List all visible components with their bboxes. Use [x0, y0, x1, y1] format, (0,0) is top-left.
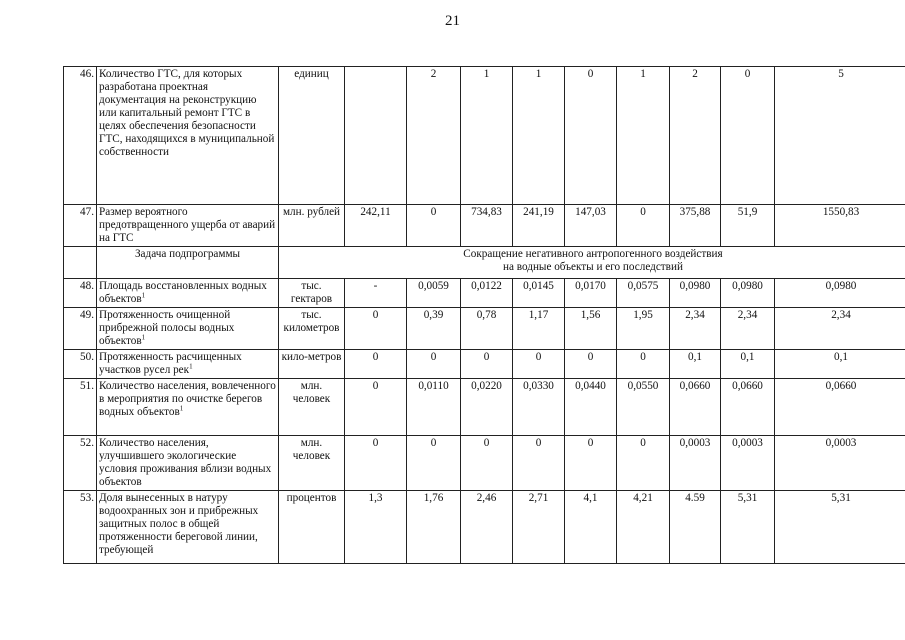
total-cell: 0,1: [775, 350, 905, 379]
value-cell: 2,34: [670, 308, 721, 350]
footnote-marker: 1: [141, 291, 146, 300]
value-cell: 0: [461, 350, 513, 379]
value-cell: 734,83: [461, 205, 513, 247]
value-cell: 4.59: [670, 491, 721, 564]
indicator-name-text: Протяженность расчищенных участков русел рек: [99, 351, 242, 376]
value-cell: 0: [345, 350, 407, 379]
value-cell: 0,39: [407, 308, 461, 350]
value-cell: 5,31: [721, 491, 775, 564]
indicator-name: [97, 436, 279, 491]
value-cell: 0,78: [461, 308, 513, 350]
value-cell: 0,0660: [670, 379, 721, 436]
value-cell: 0: [345, 436, 407, 491]
unit-cell: кило-метров: [279, 350, 345, 379]
table-row: [64, 491, 905, 564]
table-row: [64, 379, 905, 436]
value-cell: 0,0440: [565, 379, 617, 436]
value-cell: 0: [565, 350, 617, 379]
value-cell: 0,0003: [721, 436, 775, 491]
table-row: [64, 205, 905, 247]
value-cell: 1,95: [617, 308, 670, 350]
value-cell: 0: [407, 205, 461, 247]
footnote-marker: 1: [189, 362, 193, 371]
indicator-name-text: Количество ГТС, для которых разработана проектная документация на реконструкцию или капитальный ремонт ГТС в целях обеспечения безопасности ГТС, находящихся в муниципальной собственности: [99, 68, 275, 158]
value-cell: 0,0660: [721, 379, 775, 436]
row-number: 53.: [64, 491, 97, 564]
indicator-name-text: Протяженность очищенной прибрежной полосы водных объектов: [99, 309, 235, 347]
value-cell: 2: [670, 67, 721, 205]
indicator-name: [97, 491, 279, 564]
indicator-name-text: Площадь восстановленных водных объектов: [99, 280, 267, 305]
value-cell: 0,1: [670, 350, 721, 379]
total-cell: 2,34: [775, 308, 905, 350]
value-cell: 0,0003: [670, 436, 721, 491]
indicator-name-text: Количество населения, вовлеченного в мероприятия по очистке берегов водных объектов: [99, 380, 276, 418]
value-cell: 0: [345, 379, 407, 436]
unit-cell: тыс. километров: [279, 308, 345, 350]
unit-cell: млн. человек: [279, 379, 345, 436]
total-cell: 1550,83: [775, 205, 905, 247]
value-cell: 4,21: [617, 491, 670, 564]
row-number: 51.: [64, 379, 97, 436]
value-cell: 0: [565, 436, 617, 491]
indicator-name: [97, 379, 279, 436]
value-cell: 0,0110: [407, 379, 461, 436]
value-cell: 0,1: [721, 350, 775, 379]
value-cell: 0: [617, 350, 670, 379]
table-row: [64, 308, 905, 350]
value-cell: 1,17: [513, 308, 565, 350]
task-text-line: на водные объекты и его последствий: [503, 261, 683, 273]
value-cell: 0,0980: [670, 279, 721, 308]
value-cell: 1,3: [345, 491, 407, 564]
row-number: 48.: [64, 279, 97, 308]
value-cell: -: [345, 279, 407, 308]
table-row: [64, 436, 905, 491]
total-cell: 0,0660: [775, 379, 905, 436]
table-row: [64, 279, 905, 308]
value-cell: 0: [617, 436, 670, 491]
indicator-name: [97, 67, 279, 205]
value-cell: 2,71: [513, 491, 565, 564]
value-cell: 0: [461, 436, 513, 491]
row-number: 47.: [64, 205, 97, 247]
value-cell: 2,34: [721, 308, 775, 350]
value-cell: 0: [617, 205, 670, 247]
indicators-table: [63, 66, 905, 564]
value-cell: 242,11: [345, 205, 407, 247]
page-number: 21: [445, 13, 460, 29]
value-cell: 0,0220: [461, 379, 513, 436]
value-cell: 1,76: [407, 491, 461, 564]
row-number: 50.: [64, 350, 97, 379]
unit-cell: тыс. гектаров: [279, 279, 345, 308]
total-cell: 5,31: [775, 491, 905, 564]
indicator-name-text: Размер вероятного предотвращенного ущерба от аварий на ГТС: [99, 206, 276, 244]
value-cell: 0,0170: [565, 279, 617, 308]
value-cell: 0,0330: [513, 379, 565, 436]
value-cell: 0: [565, 67, 617, 205]
value-cell: 1,56: [565, 308, 617, 350]
row-number: 46.: [64, 67, 97, 205]
value-cell: 241,19: [513, 205, 565, 247]
value-cell: 375,88: [670, 205, 721, 247]
indicator-name: [97, 279, 279, 308]
indicator-name: [97, 350, 279, 379]
value-cell: 51,9: [721, 205, 775, 247]
value-cell: 0,0575: [617, 279, 670, 308]
value-cell: 1: [461, 67, 513, 205]
task-label-cell: Задача подпрограммы: [97, 247, 279, 279]
total-cell: 0,0003: [775, 436, 905, 491]
value-cell: 0: [513, 350, 565, 379]
table-row: [64, 350, 905, 379]
value-cell: 0: [721, 67, 775, 205]
total-cell: 5: [775, 67, 905, 205]
value-cell: 0: [407, 436, 461, 491]
task-text-line: Сокращение негативного антропогенного воздействия: [463, 248, 723, 260]
footnote-marker: 1: [179, 404, 184, 413]
table-body: [64, 67, 905, 564]
value-cell: 0: [513, 436, 565, 491]
row-number: 49.: [64, 308, 97, 350]
value-cell: [345, 67, 407, 205]
task-num-cell: [64, 247, 97, 279]
row-number: 52.: [64, 436, 97, 491]
value-cell: 0,0980: [721, 279, 775, 308]
value-cell: 1: [617, 67, 670, 205]
unit-cell: млн. человек: [279, 436, 345, 491]
table-row: [64, 247, 905, 279]
unit-cell: млн. рублей: [279, 205, 345, 247]
footnote-marker: 1: [141, 333, 146, 342]
table-row: [64, 67, 905, 205]
value-cell: 4,1: [565, 491, 617, 564]
total-cell: 0,0980: [775, 279, 905, 308]
indicator-name: [97, 205, 279, 247]
value-cell: 0: [407, 350, 461, 379]
value-cell: 147,03: [565, 205, 617, 247]
value-cell: 2,46: [461, 491, 513, 564]
unit-cell: процентов: [279, 491, 345, 564]
value-cell: 0,0059: [407, 279, 461, 308]
value-cell: 0,0122: [461, 279, 513, 308]
value-cell: 0: [345, 308, 407, 350]
indicator-name-text: Доля вынесенных в натуру водоохранных зон и прибрежных защитных полос в общей протяженности береговой линии, требующей: [99, 492, 259, 556]
value-cell: 2: [407, 67, 461, 205]
task-text-cell: [279, 247, 905, 279]
indicator-name: [97, 308, 279, 350]
value-cell: 0,0550: [617, 379, 670, 436]
unit-cell: единиц: [279, 67, 345, 205]
indicator-name-text: Количество населения, улучшившего экологические условия проживания вблизи водных объектов: [99, 437, 272, 488]
value-cell: 0,0145: [513, 279, 565, 308]
value-cell: 1: [513, 67, 565, 205]
